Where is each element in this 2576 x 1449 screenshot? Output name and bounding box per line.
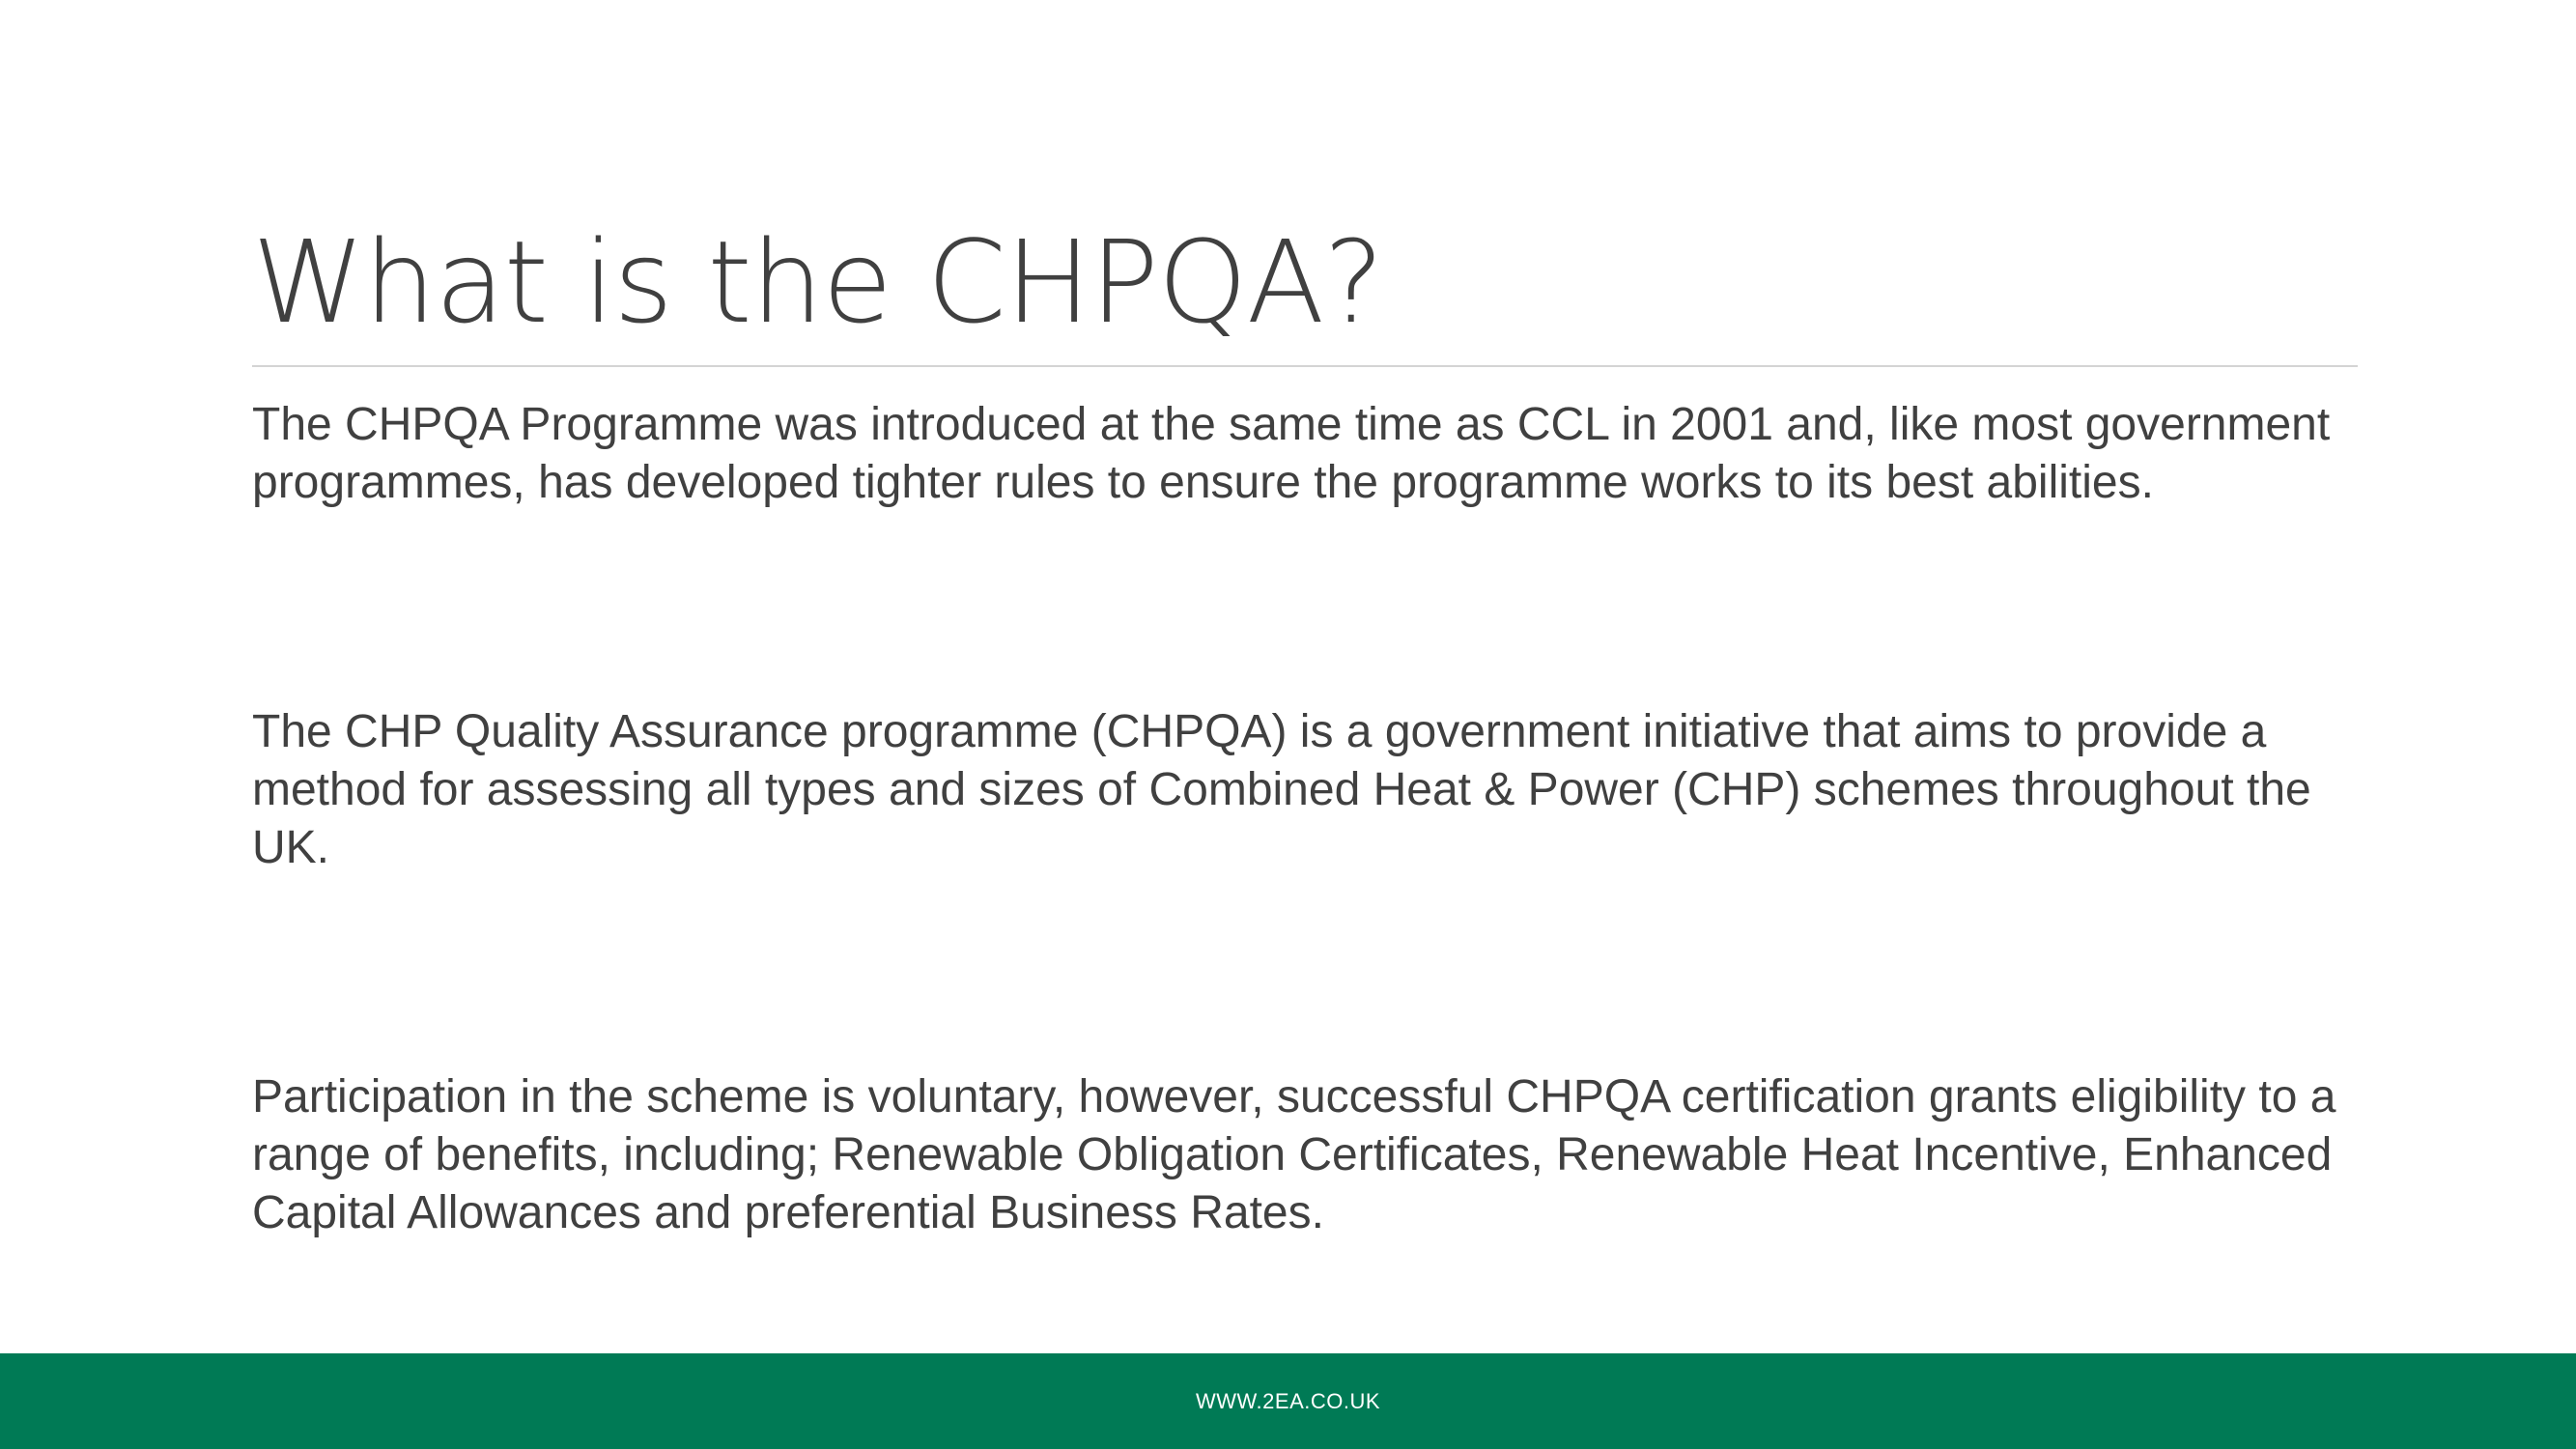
slide-body: [252, 396, 2377, 1242]
body-paragraph-benefits: Participation in the scheme is voluntary, however, successful CHPQA certification grants eligibility to a range of benefits, including; Renewable Obligation Certificates, Renewable Heat Incentive, Enhanced Capital Allowances and preferential Business Rates.: [252, 1071, 2336, 1238]
title-divider: [252, 365, 2358, 367]
body-paragraph-definition: The CHP Quality Assurance programme (CHPQA) is a government initiative that aims to provide a method for assessing all types and sizes of Combined Heat & Power (CHP) schemes throughout the UK.: [252, 706, 2311, 873]
footer-website-text: WWW.2EA.CO.UK: [1195, 1388, 1381, 1413]
slide-title: What is the CHPQA?: [252, 215, 1383, 349]
footer-bar: [0, 1353, 2576, 1449]
body-paragraph-intro: The CHPQA Programme was introduced at the same time as CCL in 2001 and, like most government programmes, has developed tighter rules to ensure the programme works to its best abilities.: [252, 399, 2331, 508]
